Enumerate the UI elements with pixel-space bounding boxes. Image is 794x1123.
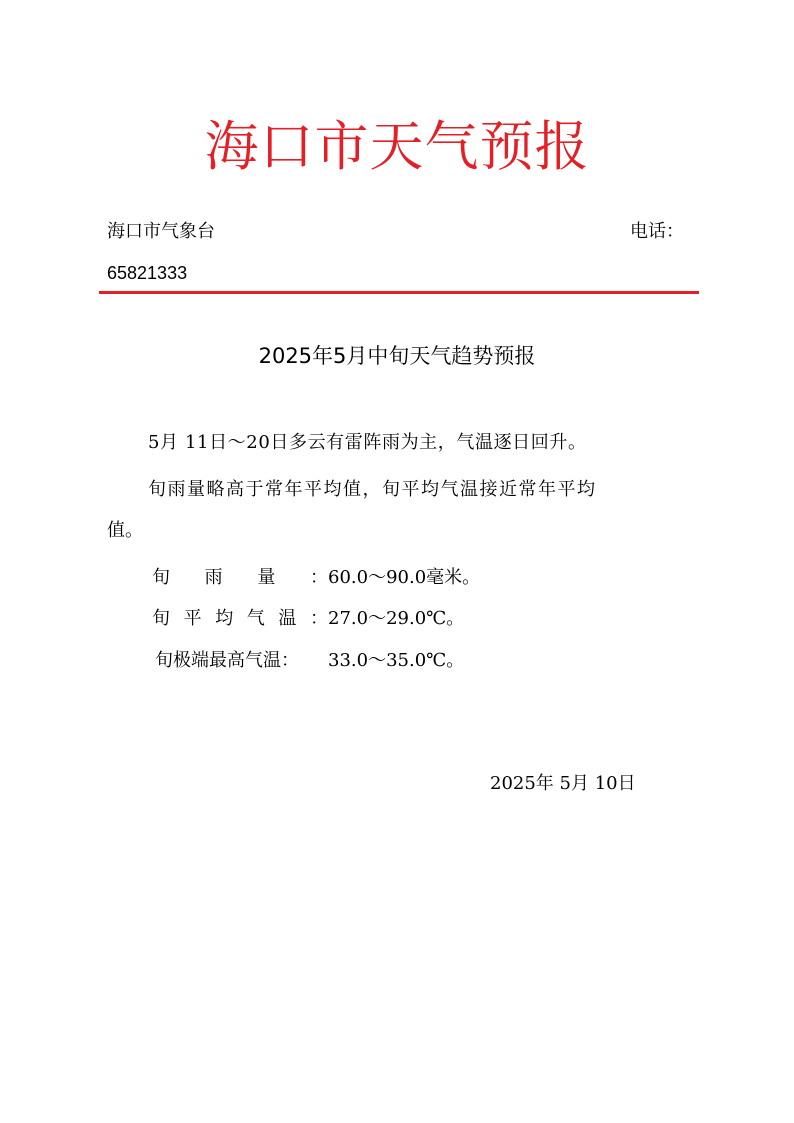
document-heading: 2025年5月中旬天气趋势预报 — [258, 344, 536, 368]
organization-name: 海口市气象台 — [107, 221, 215, 242]
stat-average-temperature — [152, 607, 464, 631]
phone-label: 电话： — [630, 221, 684, 242]
header-divider — [99, 291, 699, 294]
forecast-paragraph-1: 5月 11日～20日多云有雷阵雨为主，气温逐日回升。 — [148, 432, 587, 453]
stat-max-temperature — [155, 649, 464, 673]
stat-rainfall — [152, 566, 480, 590]
page-title: 海口市天气预报 — [204, 115, 590, 178]
stat-rainfall-value: 60.0～90.0毫米。 — [328, 567, 481, 588]
phone-number: 65821333 — [107, 263, 188, 283]
forecast-paragraph-2-continuation: 值。 — [107, 520, 143, 541]
stat-max-temperature-value: 33.0～35.0℃。 — [328, 650, 465, 671]
stat-average-temperature-label: 旬平均气温： — [152, 608, 328, 629]
stat-rainfall-label: 旬雨量： — [152, 567, 328, 588]
issue-date: 2025年 5月 10日 — [490, 773, 636, 794]
stat-max-temperature-label: 旬极端最高气温： — [155, 650, 299, 671]
forecast-paragraph-2: 旬雨量略高于常年平均值，旬平均气温接近常年平均 — [148, 479, 597, 500]
stat-average-temperature-value: 27.0～29.0℃。 — [328, 608, 465, 629]
